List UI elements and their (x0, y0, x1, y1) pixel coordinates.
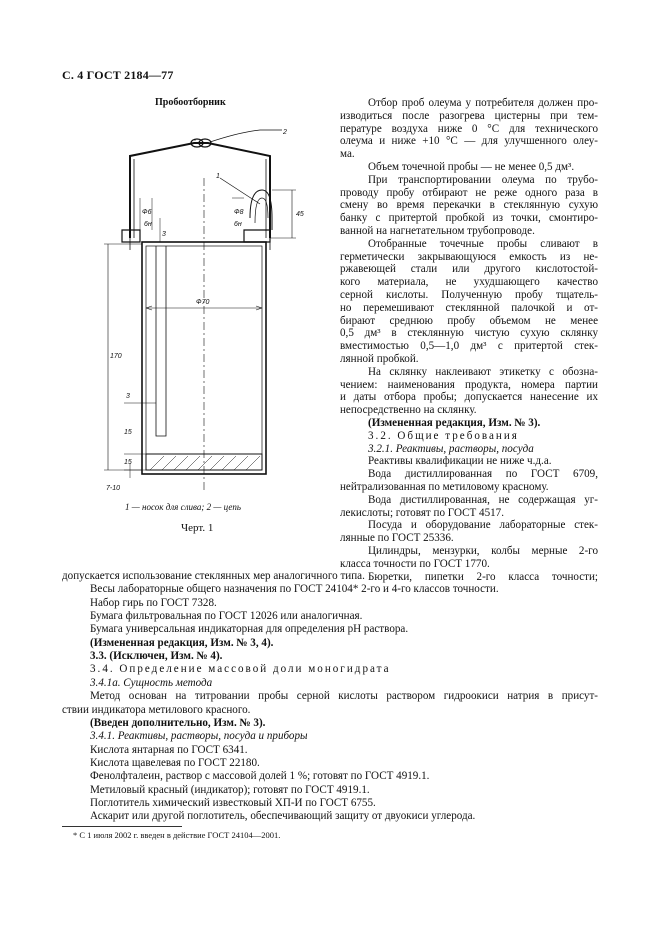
sampler-drawing (100, 118, 315, 498)
text-line: банку с притертой пробкой из точки, смонтиро- (340, 212, 598, 225)
text-line: кого материала, не ухудшающего качество (340, 276, 598, 289)
text-line: Поглотитель химический известковый ХП-И по ГОСТ 6755. (90, 796, 376, 809)
text-line: чением: наименования продукта, номера партии (340, 378, 598, 391)
dim-6n-right: 6н (234, 221, 242, 228)
text-line: герметически закрывающуюся емкость из не- (340, 250, 598, 263)
dim-3-tube: 3 (126, 393, 130, 400)
text-line: ствии индикатора метилового красного. (62, 703, 251, 716)
text-line: 3.4.1. Реактивы, растворы, посуда и приборы (90, 730, 308, 743)
dim-6n-left: 6н (144, 221, 152, 228)
text-line: Фенолфталеин, раствор с массовой долей 1 %; готовят по ГОСТ 4919.1. (90, 770, 430, 783)
text-line: 3.2. Общие требования (368, 429, 519, 442)
dim-phi70: Ф70 (196, 299, 210, 306)
text-line: бирают среднюю пробу объемом не менее (340, 314, 598, 327)
text-line: Аскарит или другой поглотитель, обеспечивающий защиту от двуокиси углерода. (90, 810, 476, 823)
text-line: Набор гирь по ГОСТ 7328. (90, 596, 217, 609)
text-line: серной кислоты. Полученную пробу тщатель- (340, 289, 598, 301)
text-line: проводу пробу отбирают не реже одного раза в (340, 186, 598, 199)
text-line: и даты отбора пробы; допускается нанесение их (340, 391, 598, 404)
text-line: Посуда и оборудование лабораторные стек- (368, 519, 598, 532)
text-line: смену во время перекачки в стеклянную сухую (340, 199, 598, 212)
dim-170: 170 (110, 353, 122, 360)
dim-15-b: 15 (124, 459, 132, 466)
callout-1: 1 (216, 173, 220, 180)
text-line: Бумага фильтровальная по ГОСТ 12026 или аналогичная. (90, 610, 363, 623)
text-line: лекислоты; готовят по ГОСТ 4517. (340, 506, 504, 519)
text-line: 0,5 дм³ в стеклянную чистую сухую склянку (340, 327, 598, 340)
callout-2: 2 (283, 129, 287, 136)
dim-phi6: Ф6 (142, 209, 152, 216)
dim-15-a: 15 (124, 429, 132, 436)
text-line: 3.2.1. Реактивы, растворы, посуда (368, 442, 534, 455)
figure-title: Пробоотборник (155, 97, 226, 108)
text-line: Бумага универсальная индикаторная для определения рН раствора. (90, 623, 409, 636)
page-header: С. 4 ГОСТ 2184—77 (62, 68, 174, 82)
text-line: пературе воздуха ниже 0 °С для технического (340, 122, 598, 135)
text-line: (Измененная редакция, Изм. № 3). (368, 417, 541, 429)
text-line: изводиться после разогрева цистерны при тем- (340, 109, 598, 122)
text-line: нейтрализованная по метиловому красному. (340, 481, 549, 493)
text-line: (Введен дополнительно, Изм. № 3). (90, 716, 266, 729)
text-line: На склянку наклеивают этикетку с обозна- (368, 365, 598, 378)
text-line: лянные по ГОСТ 25336. (340, 532, 454, 545)
text-line: лянной пробкой. (340, 353, 419, 365)
text-line: 3.4.1а. Сущность метода (90, 676, 213, 689)
text-line: Отобранные точечные пробы сливают в (368, 237, 598, 250)
text-line: Цилиндры, мензурки, колбы мерные 2-го (368, 545, 598, 557)
figure-caption: 1 — носок для слива; 2 — цепь (125, 502, 241, 512)
text-line: 3.4. Определение массовой доли моногидрата (90, 663, 391, 676)
text-line: допускается использование стеклянных мер аналогичного типа. (62, 570, 365, 582)
footnote: * С 1 июля 2002 г. введен в действие ГОСТ 24104—2001. (73, 830, 281, 840)
text-line: При транспортировании олеума по трубо- (368, 173, 598, 186)
figure-label: Черт. 1 (181, 522, 214, 534)
text-line: Объем точечной пробы — не менее 0,5 дм³. (368, 161, 575, 173)
text-line: олеума и ниже +10 °С — для улучшенного олеу- (340, 135, 598, 148)
dim-3-top: 3 (162, 231, 166, 238)
dim-7-10: 7-10 (106, 485, 121, 492)
text-line: вместимостью 0,5—1,0 дм³ с притертой стек- (340, 340, 598, 353)
text-line: Метиловый красный (индикатор); готовят по ГОСТ 4919.1. (90, 783, 370, 796)
dim-phi8: Ф8 (234, 209, 244, 216)
text-line: 3.3. (Исключен, Изм. № 4). (90, 650, 223, 663)
text-line: ванной на нагнетательном трубопроводе. (340, 225, 535, 237)
text-line: непосредственно на склянку. (340, 404, 477, 417)
text-line: Вода дистиллированная по ГОСТ 6709, (368, 468, 598, 481)
text-line: Метод основан на титровании пробы серной кислоты раствором гидроокиси натрия в присут- (90, 690, 598, 703)
text-line: ржавеющей стали или другого кислотостой- (340, 263, 598, 276)
text-line: но перемешивают стеклянной палочкой и от- (340, 301, 598, 314)
text-line: Кислота янтарная по ГОСТ 6341. (90, 743, 248, 756)
text-line: класса точности по ГОСТ 1770. (340, 557, 490, 570)
footnote-rule (62, 826, 182, 827)
text-line: ма. (340, 148, 355, 161)
text-line: Вода дистиллированная, не содержащая уг- (368, 493, 598, 506)
text-line: Бюретки, пипетки 2-го класса точности; (368, 570, 598, 583)
text-line: Весы лабораторные общего назначения по ГОСТ 24104* 2-го и 4-го классов точности. (90, 583, 499, 596)
text-line: Кислота щавелевая по ГОСТ 22180. (90, 756, 260, 769)
text-line: (Измененная редакция, Изм. № 3, 4). (90, 636, 274, 649)
text-line: Реактивы квалификации не ниже ч.д.а. (368, 455, 552, 468)
dim-45: 45 (296, 211, 304, 218)
text-line: Отбор проб олеума у потребителя должен про- (368, 97, 598, 109)
